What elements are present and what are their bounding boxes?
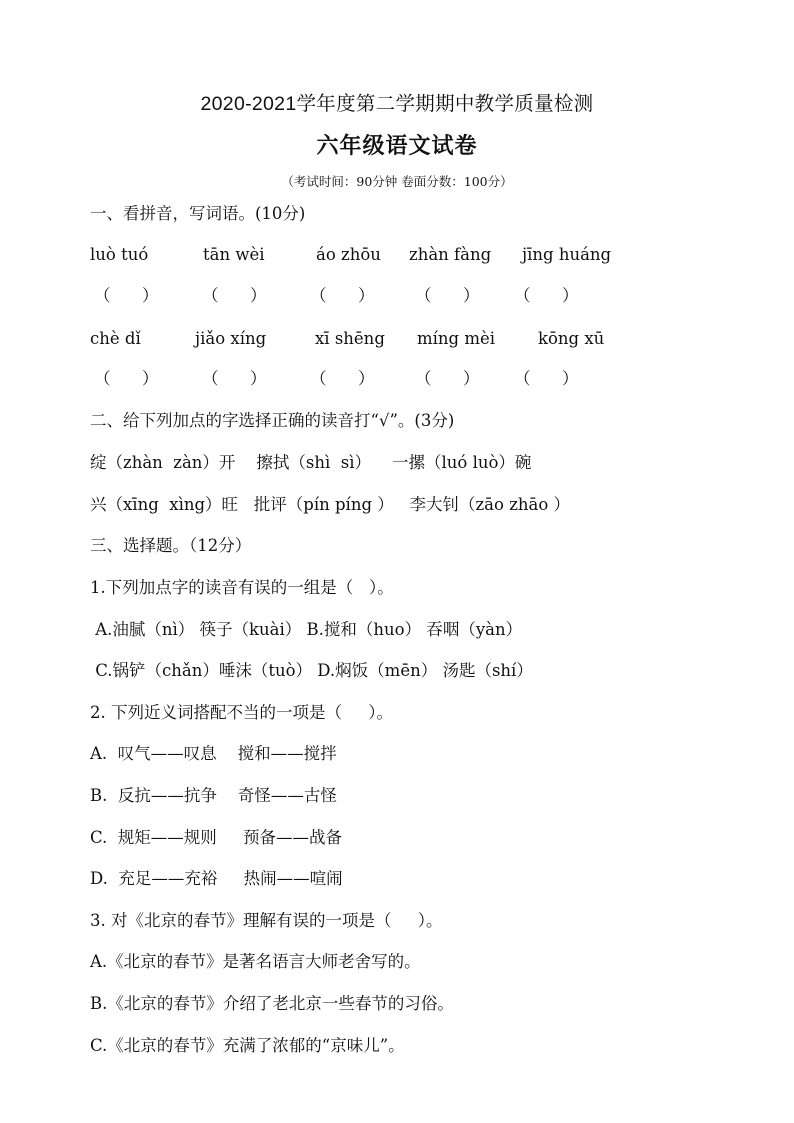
answer-blank[interactable]: （ ） — [94, 286, 159, 305]
option-line: B. 反抗——抗争 奇怪——古怪 — [90, 786, 337, 805]
answer-blank[interactable]: （ ） — [94, 369, 159, 388]
pinyin-item: kōng xū — [538, 329, 605, 348]
answer-blank[interactable]: （ ） — [514, 286, 579, 305]
option-line: A.油腻（nì） 筷子（kuài） B.搅和（huo） 吞咽（yàn） — [90, 620, 523, 639]
option-line: B.《北京的春节》介绍了老北京一些春节的习俗。 — [90, 994, 454, 1013]
option-line: C.《北京的春节》充满了浓郁的“京味儿”。 — [90, 1036, 405, 1055]
option-line: A.《北京的春节》是著名语言大师老舍写的。 — [90, 952, 421, 971]
exam-subtitle: 六年级语文试卷 — [316, 134, 478, 159]
option-line: D. 充足——充裕 热闹——喧闹 — [90, 869, 343, 888]
pinyin-item: luò tuó — [90, 245, 149, 264]
answer-blank[interactable]: （ ） — [415, 369, 480, 388]
answer-blank[interactable]: （ ） — [415, 286, 480, 305]
pinyin-item: chè dǐ — [90, 329, 141, 348]
answer-blank[interactable]: （ ） — [202, 369, 267, 388]
answer-blank[interactable]: （ ） — [310, 286, 375, 305]
question-line: 2. 下列近义词搭配不当的一项是（ ）。 — [90, 703, 393, 722]
pinyin-item: áo zhōu — [316, 245, 381, 264]
pinyin-item: jīng huáng — [522, 245, 612, 264]
section1-heading: 一、看拼音，写词语。(10分) — [90, 204, 306, 223]
reading-choice-line: 绽（zhàn zàn）开 擦拭（shì sì） 一摞（luó luò）碗 — [90, 453, 532, 472]
pinyin-item: tān wèi — [203, 245, 265, 264]
answer-blank[interactable]: （ ） — [514, 369, 579, 388]
section3-heading: 三、选择题。（12分） — [90, 536, 252, 555]
pinyin-item: jiǎo xíng — [195, 329, 267, 348]
pinyin-item: zhàn fàng — [409, 245, 492, 264]
answer-blank[interactable]: （ ） — [202, 286, 267, 305]
option-line: A. 叹气——叹息 搅和——搅拌 — [90, 744, 337, 763]
reading-choice-line: 兴（xīng xìng）旺 批评（pín píng ） 李大钊（zāo zhāo ） — [90, 495, 571, 514]
question-line: 1.下列加点字的读音有误的一组是（ ）。 — [90, 578, 394, 597]
pinyin-item: míng mèi — [417, 329, 496, 348]
question-line: 3. 对《北京的春节》理解有误的一项是（ ）。 — [90, 911, 443, 930]
pinyin-item: xī shēng — [315, 329, 385, 348]
answer-blank[interactable]: （ ） — [310, 369, 375, 388]
exam-info: （考试时间：90分钟 卷面分数：100分） — [281, 174, 513, 189]
section2-heading: 二、给下列加点的字选择正确的读音打“√”。(3分) — [90, 411, 455, 430]
exam-title: 2020-2021学年度第二学期期中教学质量检测 — [200, 93, 594, 115]
option-line: C.锅铲（chǎn）唾沫（tuò） D.焖饭（mēn） 汤匙（shí） — [90, 661, 533, 680]
option-line: C. 规矩——规则 预备——战备 — [90, 828, 342, 847]
